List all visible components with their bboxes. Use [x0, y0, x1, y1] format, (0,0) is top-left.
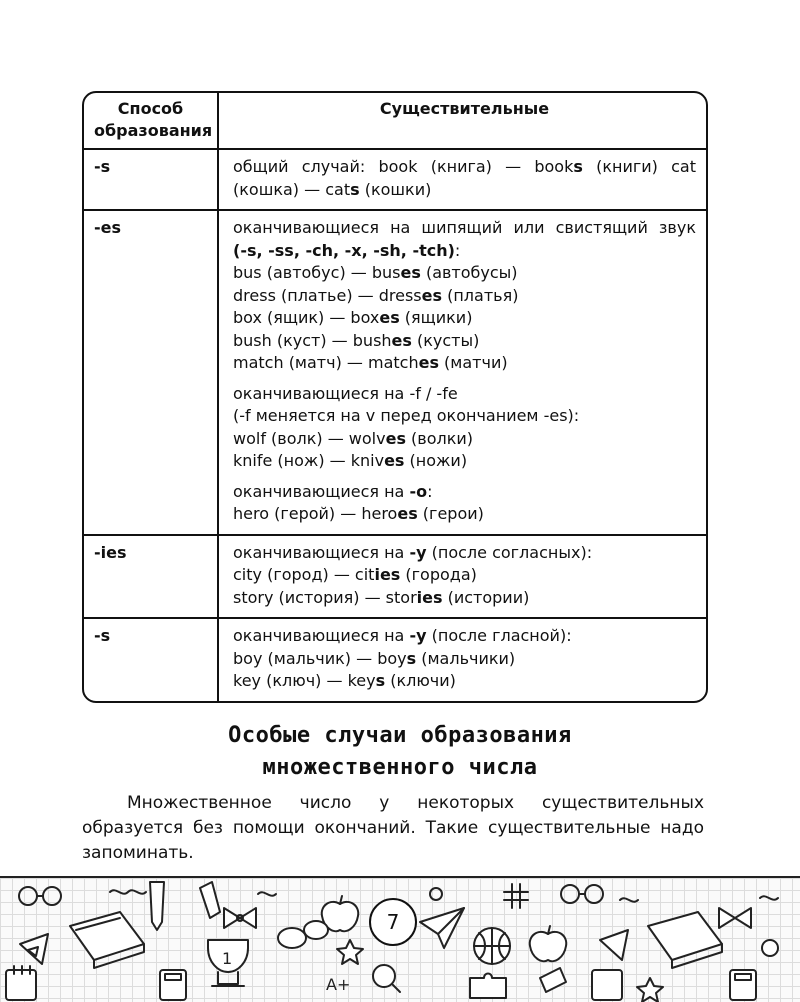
- tic-tac-toe-icon: [504, 884, 528, 908]
- rule-hissing: [233, 217, 696, 375]
- rule-note: (-f меняется на v перед окончанием -es):: [233, 406, 580, 425]
- example-line: wolf (волк) — wolves (волки): [233, 428, 474, 448]
- magnifier-icon: [373, 965, 400, 992]
- example-line: hero (герой) — heroes (герои): [233, 504, 484, 523]
- suffix-cell: -ies: [84, 536, 219, 618]
- star-icon: [637, 978, 663, 1002]
- puzzle-icon: [470, 974, 506, 999]
- pencil-icon: [150, 882, 164, 930]
- rule-intro: оканчивающиеся на -y (после гласной):: [233, 626, 572, 645]
- suffix-cell: -es: [84, 211, 219, 534]
- header-nouns: Существительные: [379, 99, 550, 118]
- example-line: key (ключ) — keys (ключи): [233, 671, 456, 690]
- triangle-ruler-icon: [20, 934, 48, 964]
- body-paragraph: [82, 791, 704, 866]
- notepad-icon: [6, 966, 36, 1000]
- glasses-icon: [19, 887, 61, 905]
- trophy-icon: [208, 940, 248, 986]
- page-number: 7: [369, 898, 417, 946]
- table-row: [84, 148, 706, 209]
- example-line: city (город) — cities (города): [233, 565, 477, 584]
- section-title: [0, 720, 800, 784]
- example-line: dress (платье) — dresses (платья): [233, 285, 519, 305]
- nouns-cell: [219, 536, 706, 618]
- table-header-row: [84, 93, 706, 148]
- nouns-cell: [219, 150, 706, 209]
- nouns-cell: [219, 619, 706, 701]
- section-title-line-1: Особые случаи образования: [228, 723, 572, 748]
- table-row: [84, 534, 706, 618]
- rule-intro: оканчивающиеся на -y (после согласных):: [233, 542, 593, 562]
- ball-icon: [474, 928, 510, 964]
- rule-o: [233, 481, 696, 526]
- rule-sounds: (-s, -ss, -ch, -x, -sh, -tch):: [233, 240, 461, 260]
- rule-f-fe: [233, 383, 696, 473]
- svg-text:1: 1: [222, 949, 233, 968]
- book-icon: [70, 912, 144, 968]
- example-line: общий случай: book (книга) — books (книги) cat: [233, 157, 697, 176]
- grade-a-plus-icon: A+: [326, 975, 351, 994]
- nouns-cell: [219, 211, 706, 534]
- example-line: (кошка) — cats (кошки): [233, 179, 432, 199]
- speech-bubble-icon: [278, 921, 328, 948]
- example-line: boy (мальчик) — boys (мальчики): [233, 648, 516, 668]
- pencil-icon: [200, 882, 220, 918]
- rule-intro: оканчивающиеся на -f / -fe: [233, 383, 458, 403]
- suffix-cell: -s: [84, 619, 219, 701]
- calculator-icon: [730, 970, 756, 1000]
- table-row: [84, 617, 706, 701]
- example-line: story (история) — stories (истории): [233, 587, 530, 607]
- glasses-icon: [561, 885, 603, 903]
- calculator-icon: [160, 970, 186, 1000]
- notepad-icon: [592, 970, 622, 1000]
- example-line: knife (нож) — knives (ножи): [233, 451, 468, 470]
- example-line: box (ящик) — boxes (ящики): [233, 308, 473, 327]
- section-title-line-2: множественного числа: [262, 755, 538, 780]
- example-line: bush (куст) — bushes (кусты): [233, 330, 480, 350]
- book-icon: [648, 912, 722, 968]
- table-row: [84, 209, 706, 534]
- paragraph-text: Множественное число у некоторых существительных образуется без помощи окончаний. Такие существительные надо запоминать.: [82, 793, 704, 863]
- suffix-cell: -s: [84, 150, 219, 209]
- example-line: match (матч) — matches (матчи): [233, 353, 508, 372]
- paper-plane-icon: [420, 908, 464, 948]
- plural-formation-table: [82, 91, 708, 703]
- star-icon: [337, 940, 363, 964]
- example-line: bus (автобус) — buses (автобусы): [233, 263, 518, 282]
- triangle-ruler-icon: [600, 930, 628, 960]
- rule-intro: оканчивающиеся на -o:: [233, 481, 433, 501]
- bow-icon: [719, 908, 751, 928]
- header-method: Способ образования: [84, 93, 219, 148]
- rule-intro: оканчивающиеся на шипящий или свистящий звук: [233, 218, 696, 237]
- bow-icon: [224, 908, 256, 928]
- apple-icon: [530, 926, 567, 961]
